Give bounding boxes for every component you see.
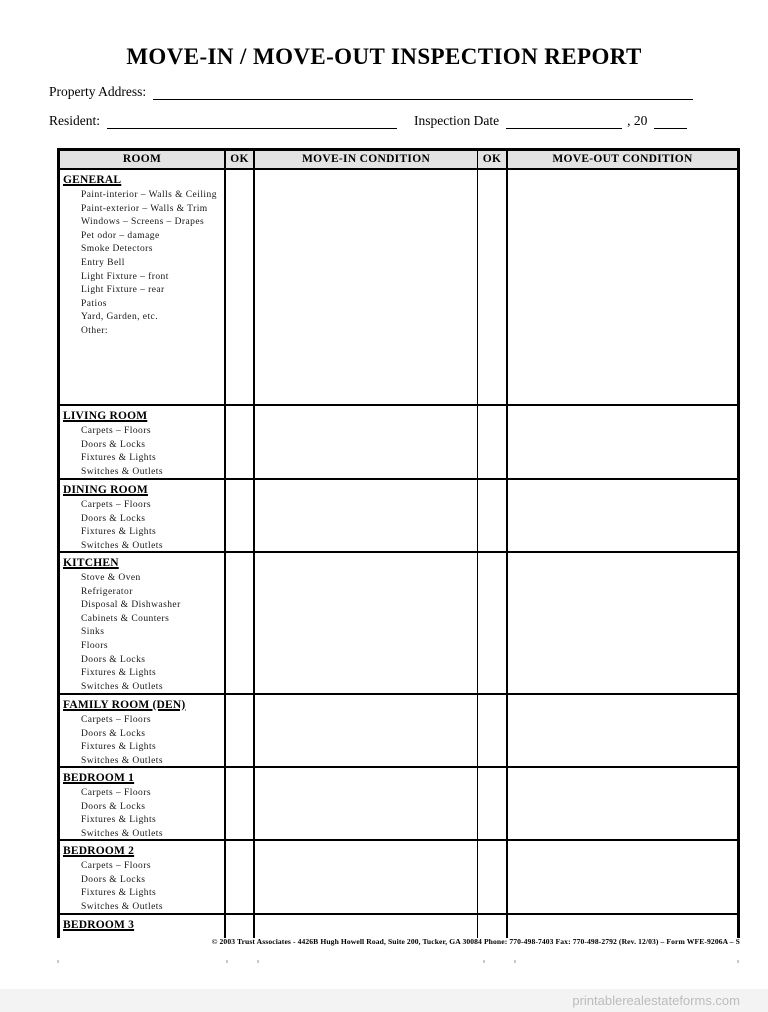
move-in-condition-cell[interactable] bbox=[255, 480, 478, 553]
year-line[interactable] bbox=[654, 113, 687, 129]
property-address-row bbox=[49, 84, 738, 100]
section-heading: GENERAL bbox=[63, 174, 122, 186]
ok-move-in-cell[interactable] bbox=[226, 695, 255, 768]
inspection-table bbox=[57, 148, 740, 938]
move-in-condition-cell[interactable] bbox=[255, 841, 478, 914]
move-out-condition-cell[interactable] bbox=[508, 553, 737, 694]
checklist-item: Carpets – Floors bbox=[81, 426, 152, 436]
move-in-condition-cell[interactable] bbox=[255, 915, 478, 938]
move-out-condition-cell[interactable] bbox=[508, 841, 737, 914]
checklist-item: Carpets – Floors bbox=[81, 788, 152, 798]
checklist-item: Carpets – Floors bbox=[81, 715, 152, 725]
section-heading: DINING ROOM bbox=[63, 484, 148, 496]
checklist-item: Floors bbox=[81, 640, 108, 651]
checklist-item: Light Fixture – front bbox=[81, 271, 169, 282]
ok-move-out-cell[interactable] bbox=[478, 170, 508, 404]
resident-line[interactable] bbox=[107, 113, 397, 129]
ok-move-out-cell[interactable] bbox=[478, 553, 508, 694]
header-ok-move-in: OK bbox=[226, 151, 255, 168]
checklist-item: Entry Bell bbox=[81, 257, 125, 268]
section-heading: BEDROOM 2 bbox=[63, 845, 135, 857]
checklist-item: Light Fixture – rear bbox=[81, 285, 165, 296]
move-out-condition-cell[interactable] bbox=[508, 768, 737, 841]
ok-move-in-cell[interactable] bbox=[226, 553, 255, 694]
ok-move-in-cell[interactable] bbox=[226, 406, 255, 479]
section-heading: FAMILY ROOM (DEN) bbox=[63, 699, 186, 711]
ok-move-out-cell[interactable] bbox=[478, 406, 508, 479]
ok-move-out-cell[interactable] bbox=[478, 841, 508, 914]
table-header-row bbox=[60, 151, 737, 170]
checklist-item: Fixtures & Lights bbox=[81, 742, 157, 753]
checklist-item: Carpets – Floors bbox=[81, 500, 152, 510]
ok-move-out-cell[interactable] bbox=[478, 768, 508, 841]
ok-move-out-cell[interactable] bbox=[478, 915, 508, 938]
checklist-item: Carpets – Floors bbox=[81, 861, 152, 871]
page-title: MOVE-IN / MOVE-OUT INSPECTION REPORT bbox=[126, 44, 642, 69]
move-in-condition-cell[interactable] bbox=[255, 768, 478, 841]
ok-move-in-cell[interactable] bbox=[226, 170, 255, 404]
checklist-item: Switches & Outlets bbox=[81, 901, 163, 912]
move-out-condition-cell[interactable] bbox=[508, 480, 737, 553]
checklist-item: Doors & Locks bbox=[81, 801, 146, 812]
move-in-condition-cell[interactable] bbox=[255, 553, 478, 694]
section-heading: LIVING ROOM bbox=[63, 410, 148, 422]
checklist-item: Doors & Locks bbox=[81, 513, 146, 524]
section-heading: BEDROOM 3 bbox=[63, 919, 135, 931]
move-out-condition-cell[interactable] bbox=[508, 170, 737, 404]
property-address-label: Property Address: bbox=[49, 84, 147, 99]
move-in-condition-cell[interactable] bbox=[255, 170, 478, 404]
table-row-bedroom-2 bbox=[60, 841, 737, 915]
table-row-bedroom-3 bbox=[60, 915, 737, 938]
watermark-text: printablerealestateforms.com bbox=[572, 993, 740, 1008]
checklist-item: Pet odor – damage bbox=[81, 230, 160, 241]
table-row-dining-room bbox=[60, 480, 737, 553]
checklist-item: Paint-exterior – Walls & Trim bbox=[81, 203, 208, 214]
copyright-line: © 2003 Trust Associates - 4426B Hugh Howell Road, Suite 200, Tucker, GA 30084 Phone: 770-498-7403 Fax: 770-498-2792 (Rev. 12/03) – Form WFE-9206A – S bbox=[211, 937, 740, 946]
checklist-item: Switches & Outlets bbox=[81, 755, 163, 766]
move-in-condition-cell[interactable] bbox=[255, 406, 478, 479]
ok-move-in-cell[interactable] bbox=[226, 768, 255, 841]
move-out-condition-cell[interactable] bbox=[508, 695, 737, 768]
watermark-bar bbox=[0, 989, 768, 1012]
section-heading: KITCHEN bbox=[63, 557, 119, 569]
checklist-item: Other: bbox=[81, 325, 108, 336]
checklist-item: Switches & Outlets bbox=[81, 466, 163, 477]
ok-move-in-cell[interactable] bbox=[226, 841, 255, 914]
checklist-item: Paint-interior – Walls & Ceiling bbox=[81, 190, 217, 200]
checklist-item: Doors & Locks bbox=[81, 728, 146, 739]
resident-label: Resident: bbox=[49, 113, 100, 128]
checklist-item: Fixtures & Lights bbox=[81, 668, 157, 679]
checklist-item: Fixtures & Lights bbox=[81, 815, 157, 826]
ok-move-out-cell[interactable] bbox=[478, 695, 508, 768]
checklist-item: Disposal & Dishwasher bbox=[81, 600, 181, 611]
ok-move-in-cell[interactable] bbox=[226, 915, 255, 938]
ok-move-out-cell[interactable] bbox=[478, 480, 508, 553]
checklist-item: Sinks bbox=[81, 627, 105, 638]
inspection-date-line[interactable] bbox=[506, 113, 622, 129]
inspection-date-label: Inspection Date bbox=[414, 113, 500, 128]
year-prefix-label: , 20 bbox=[627, 113, 648, 128]
table-row-kitchen bbox=[60, 553, 737, 695]
checklist-item: Doors & Locks bbox=[81, 439, 146, 450]
header-room: ROOM bbox=[60, 151, 226, 168]
checklist-item: Yard, Garden, etc. bbox=[81, 312, 159, 323]
checklist-item: Smoke Detectors bbox=[81, 244, 153, 255]
checklist-item: Fixtures & Lights bbox=[81, 453, 157, 464]
checklist-item: Stove & Oven bbox=[81, 573, 141, 583]
section-heading: BEDROOM 1 bbox=[63, 772, 135, 784]
resident-row bbox=[49, 113, 738, 129]
checklist-item: Refrigerator bbox=[81, 586, 133, 597]
move-in-condition-cell[interactable] bbox=[255, 695, 478, 768]
ok-move-in-cell[interactable] bbox=[226, 480, 255, 553]
table-row-general bbox=[60, 170, 737, 406]
move-out-condition-cell[interactable] bbox=[508, 406, 737, 479]
checklist-item: Doors & Locks bbox=[81, 874, 146, 885]
header-move-in-condition: MOVE-IN CONDITION bbox=[255, 151, 478, 168]
header-ok-move-out: OK bbox=[478, 151, 508, 168]
table-row-living-room bbox=[60, 406, 737, 480]
checklist-item: Switches & Outlets bbox=[81, 540, 163, 551]
checklist-item: Doors & Locks bbox=[81, 654, 146, 665]
checklist-item: Fixtures & Lights bbox=[81, 527, 157, 538]
property-address-line[interactable] bbox=[153, 84, 693, 100]
checklist-item: Fixtures & Lights bbox=[81, 888, 157, 899]
checklist-item: Windows – Screens – Drapes bbox=[81, 217, 205, 228]
move-out-condition-cell[interactable] bbox=[508, 915, 737, 938]
header-move-out-condition: MOVE-OUT CONDITION bbox=[552, 153, 693, 165]
checklist-item: Cabinets & Counters bbox=[81, 613, 170, 624]
table-row-family-room bbox=[60, 695, 737, 768]
checklist-item: Switches & Outlets bbox=[81, 828, 163, 839]
checklist-item: Switches & Outlets bbox=[81, 681, 163, 692]
table-row-bedroom-1 bbox=[60, 768, 737, 841]
checklist-item: Patios bbox=[81, 298, 107, 309]
